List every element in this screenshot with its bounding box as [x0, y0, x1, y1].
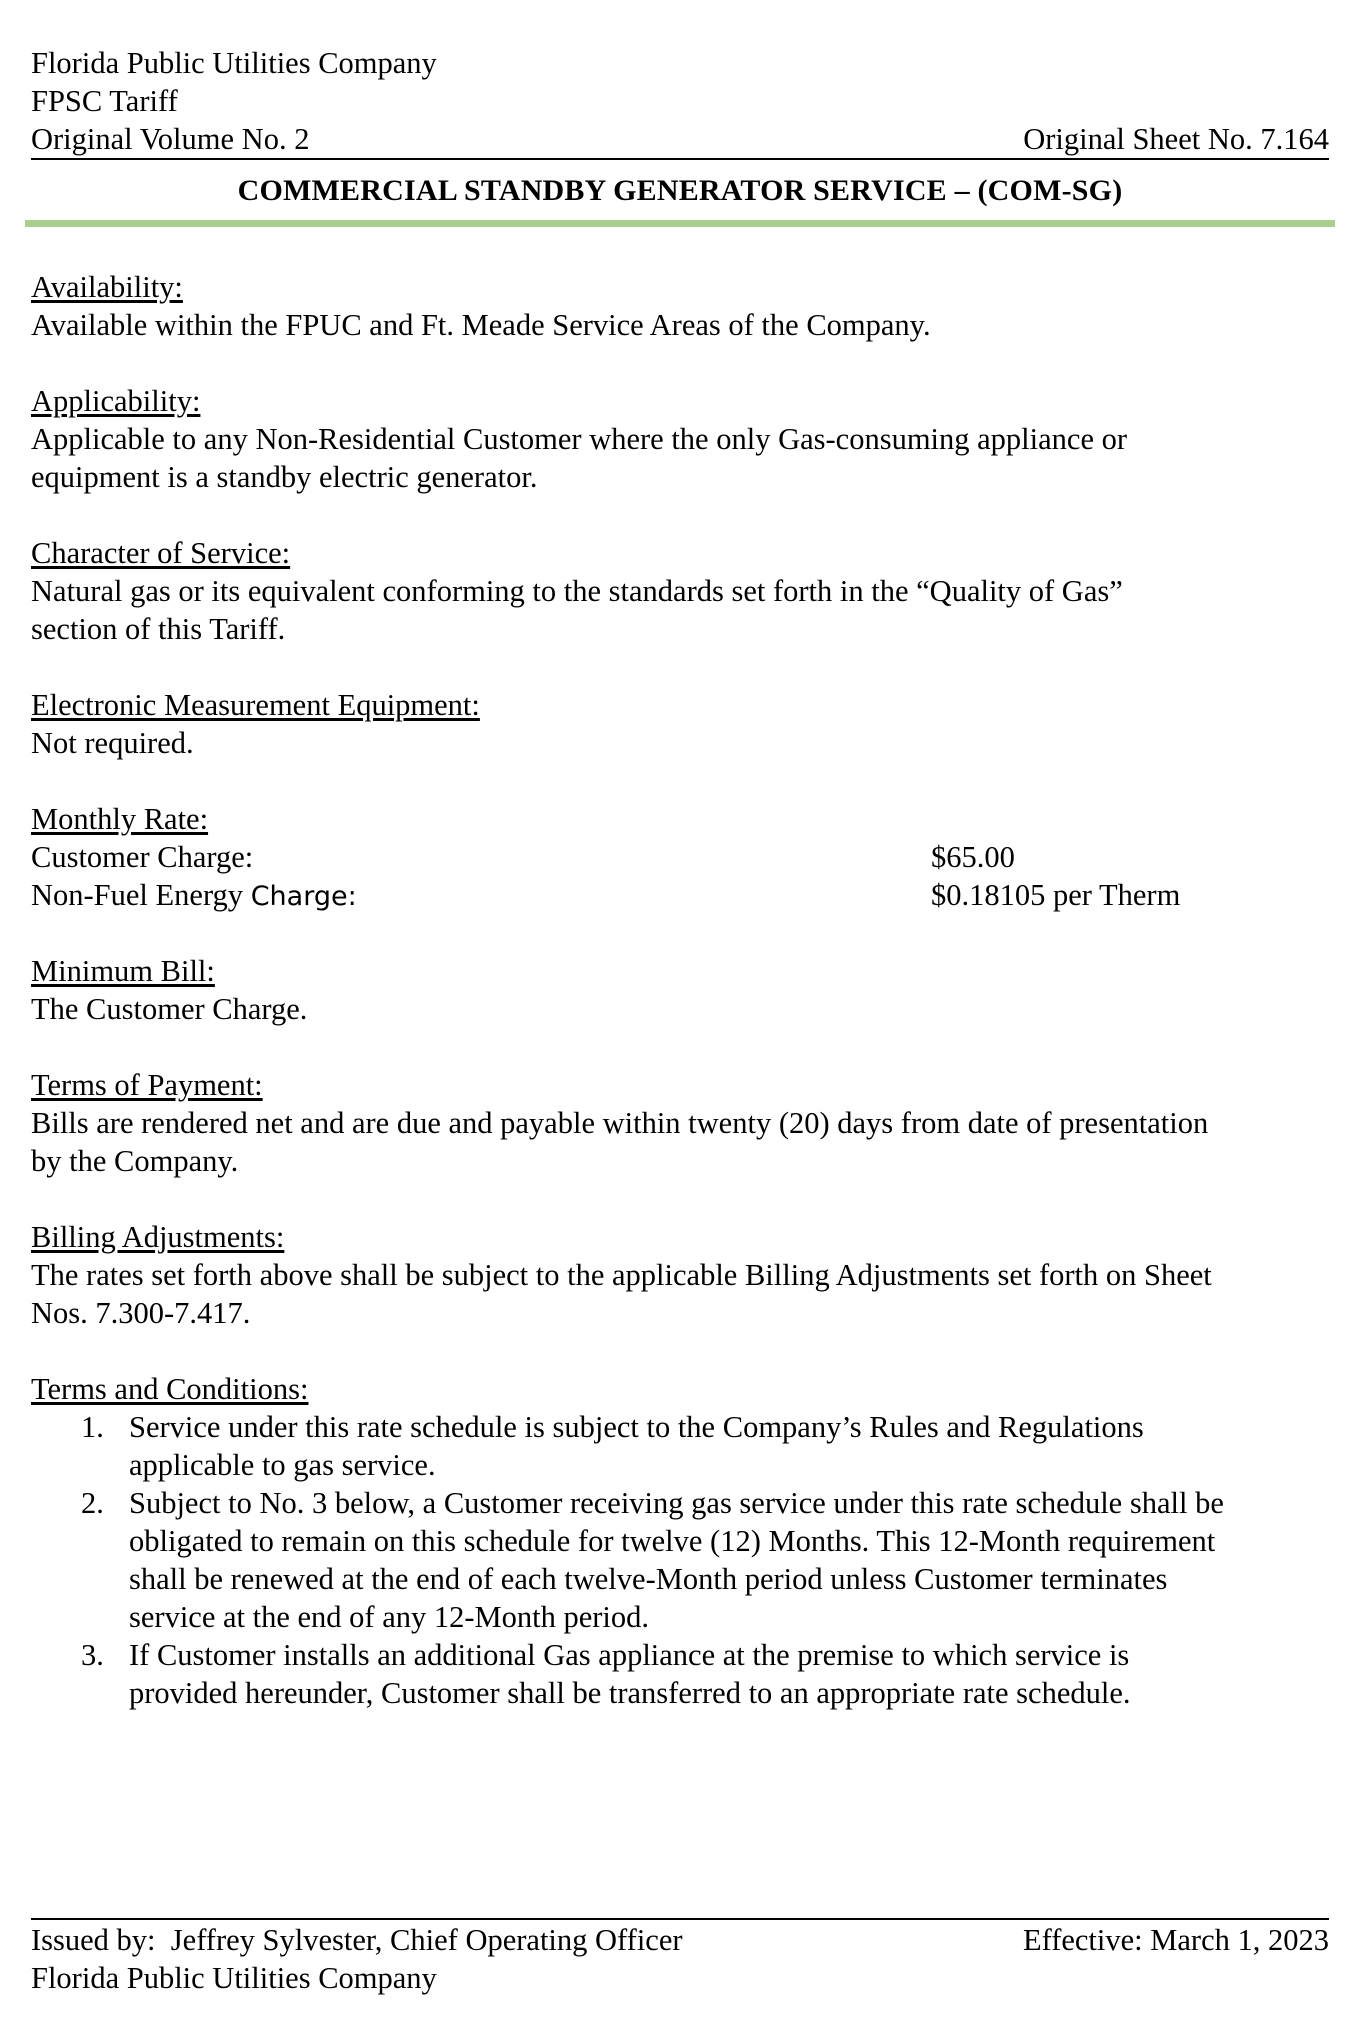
footer-company: Florida Public Utilities Company: [31, 1961, 437, 1995]
list-item-line: If Customer installs an additional Gas appliance at the premise to which service is: [129, 1638, 1130, 1672]
tariff-body: [31, 268, 1329, 1712]
header-volume-row: [31, 120, 1329, 158]
list-item: [31, 1484, 1329, 1636]
section-heading: Electronic Measurement Equipment:: [31, 688, 480, 722]
section-monthly-rate: [31, 800, 1329, 914]
rate-label-prefix: Non-Fuel Energy: [31, 878, 251, 912]
terms-list: [31, 1408, 1329, 1712]
footer: [31, 1921, 1329, 1997]
section-text: The Customer Charge.: [31, 992, 308, 1026]
header-sheet-number: Original Sheet No. 7.164: [1023, 122, 1329, 156]
section-heading: Minimum Bill:: [31, 954, 215, 988]
header-tariff: FPSC Tariff: [31, 84, 178, 118]
page-title: COMMERCIAL STANDBY GENERATOR SERVICE – (COM-SG): [237, 174, 1123, 207]
section-text: Available within the FPUC and Ft. Meade Service Areas of the Company.: [31, 308, 931, 342]
list-item-line: provided hereunder, Customer shall be transferred to an appropriate rate schedule.: [129, 1676, 1131, 1710]
section-minimum-bill: [31, 952, 1329, 1028]
rate-label-suffix: Charge:: [250, 881, 357, 912]
section-applicability: [31, 382, 1329, 496]
section-billing-adjustments: [31, 1218, 1329, 1332]
rate-row-customer-charge: [31, 838, 1329, 876]
footer-effective-date: Effective: March 1, 2023: [1022, 1923, 1329, 1957]
header-rule: [31, 158, 1329, 160]
section-heading: Applicability:: [31, 384, 201, 418]
section-terms-and-conditions: [31, 1370, 1329, 1712]
list-item-number: 2.: [81, 1486, 104, 1520]
footer-rule: [31, 1918, 1329, 1920]
list-item-line: Subject to No. 3 below, a Customer receiving gas service under this rate schedule shall be: [129, 1486, 1224, 1520]
section-heading: Terms of Payment:: [31, 1068, 263, 1102]
section-text-line: section of this Tariff.: [31, 612, 286, 646]
section-text-line: Applicable to any Non-Residential Customer where the only Gas-consuming appliance or: [31, 422, 1128, 456]
rate-row-energy-charge: [31, 876, 1329, 914]
section-text-line: by the Company.: [31, 1144, 239, 1178]
footer-issued-by: Issued by: Jeffrey Sylvester, Chief Operating Officer: [31, 1923, 683, 1957]
section-text-line: Bills are rendered net and are due and payable within twenty (20) days from date of presentation: [31, 1106, 1209, 1140]
title-green-rule: [25, 220, 1335, 227]
list-item-line: Service under this rate schedule is subject to the Company’s Rules and Regulations: [129, 1410, 1144, 1444]
section-heading: Billing Adjustments:: [31, 1220, 285, 1254]
section-measurement-equipment: [31, 686, 1329, 762]
section-terms-of-payment: [31, 1066, 1329, 1180]
header-company: Florida Public Utilities Company: [31, 46, 437, 80]
header-volume: Original Volume No. 2: [31, 122, 310, 156]
section-heading: Terms and Conditions:: [31, 1372, 309, 1406]
section-heading: Availability:: [31, 270, 183, 304]
rate-value: $0.18105 per Therm: [931, 878, 1181, 912]
tariff-sheet: [31, 0, 1329, 2026]
section-text-line: The rates set forth above shall be subject to the applicable Billing Adjustments set forth on Sheet: [31, 1258, 1212, 1292]
section-heading: Character of Service:: [31, 536, 291, 570]
section-text: Not required.: [31, 726, 194, 760]
list-item: [31, 1408, 1329, 1484]
rate-value: $65.00: [931, 840, 1015, 874]
list-item-line: obligated to remain on this schedule for twelve (12) Months. This 12-Month requirement: [129, 1524, 1216, 1558]
section-text-line: Natural gas or its equivalent conforming to the standards set forth in the “Quality of Gas”: [31, 574, 1123, 608]
section-availability: [31, 268, 1329, 344]
section-character-of-service: [31, 534, 1329, 648]
rate-label: Customer Charge:: [31, 840, 254, 874]
list-item-line: service at the end of any 12-Month period.: [129, 1600, 650, 1634]
list-item-number: 3.: [81, 1638, 104, 1672]
list-item: [31, 1636, 1329, 1712]
section-text-line: Nos. 7.300-7.417.: [31, 1296, 251, 1330]
section-text-line: equipment is a standby electric generator.: [31, 460, 538, 494]
list-item-number: 1.: [81, 1410, 104, 1444]
list-item-line: applicable to gas service.: [129, 1448, 436, 1482]
list-item-line: shall be renewed at the end of each twelve-Month period unless Customer terminates: [129, 1562, 1168, 1596]
section-heading: Monthly Rate:: [31, 802, 209, 836]
